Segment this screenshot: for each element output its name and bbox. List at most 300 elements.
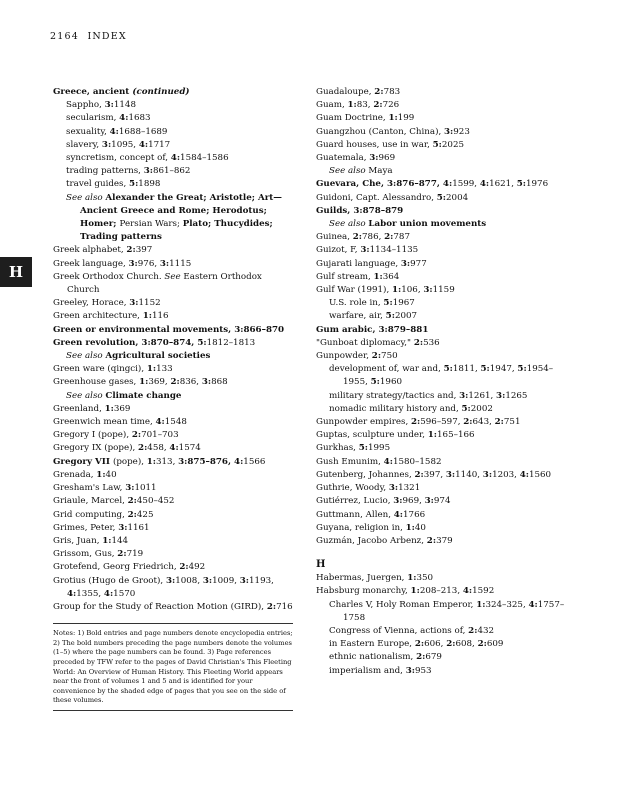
- entry-segment: nomadic military history and,: [329, 403, 462, 414]
- index-entry: [53, 192, 293, 245]
- index-entry: [53, 561, 293, 574]
- entry-segment: Gregory VII: [53, 456, 113, 467]
- entry-segment: Guthrie, Woody,: [316, 483, 389, 494]
- entry-segment: 1261,: [468, 390, 497, 401]
- index-entry: [316, 310, 571, 323]
- entry-segment: 1009,: [212, 575, 240, 586]
- page-header: [50, 31, 127, 42]
- entry-segment: Greece, ancient: [53, 87, 133, 97]
- entry-segment: 2:: [352, 232, 363, 243]
- entry-segment: 1688–1689: [118, 126, 168, 137]
- entry-segment: 1570: [113, 588, 136, 599]
- entry-segment: 3:: [101, 139, 112, 150]
- entry-segment: Grid computing,: [53, 509, 128, 520]
- entry-segment: 369: [113, 403, 131, 414]
- entry-segment: See also: [66, 390, 106, 401]
- entry-segment: Gris, Juan,: [53, 535, 103, 546]
- entry-segment: Guidoni, Capt. Alessandro,: [316, 192, 437, 203]
- entry-segment: 2:: [410, 417, 421, 428]
- entry-segment: Gulf stream,: [316, 271, 374, 282]
- index-entry: [53, 509, 293, 522]
- entry-segment: Guyana, religion in,: [316, 522, 406, 533]
- entry-segment: 1:: [388, 113, 398, 124]
- index-entry: [53, 456, 293, 469]
- entry-segment: 3:: [388, 483, 399, 494]
- entry-segment: Guttmann, Allen,: [316, 509, 394, 520]
- index-entry: [53, 337, 293, 350]
- index-entry: [53, 482, 293, 495]
- entry-segment: 2:: [384, 232, 394, 243]
- entry-segment: 4:: [155, 417, 165, 428]
- entry-segment: 1976: [526, 179, 549, 190]
- entry-segment: 106,: [401, 285, 424, 296]
- entry-segment: 3:: [393, 496, 403, 507]
- index-entry: [53, 139, 293, 152]
- entry-segment: slavery,: [66, 139, 102, 150]
- index-entry: [316, 599, 571, 625]
- entry-segment: Guatemala,: [316, 153, 370, 164]
- index-entry: [316, 126, 571, 139]
- entry-segment: 4:: [103, 588, 114, 599]
- entry-segment: 1:: [391, 285, 402, 296]
- index-entry: [53, 350, 293, 363]
- index-entry: [53, 324, 293, 337]
- entry-segment: 5:: [443, 364, 453, 375]
- entry-segment: 1321: [398, 483, 421, 494]
- entry-segment: 40: [105, 469, 117, 480]
- entry-segment: U.S. role in,: [329, 298, 384, 309]
- index-entry: [53, 99, 293, 112]
- entry-segment: 3:: [104, 100, 114, 111]
- entry-segment: Eastern Orthodox Church: [67, 271, 262, 296]
- entry-segment: 1203,: [492, 469, 520, 480]
- entry-segment: 165–166: [437, 430, 475, 441]
- index-entry: [316, 403, 571, 416]
- entry-segment: 4:: [169, 443, 179, 454]
- entry-segment: See: [164, 271, 184, 282]
- entry-segment: Guam,: [316, 100, 348, 111]
- entry-segment: Guard houses, use in war,: [316, 139, 433, 150]
- entry-segment: 2:: [468, 625, 478, 636]
- index-entry: [53, 152, 293, 165]
- entry-segment: 2004: [446, 192, 469, 203]
- entry-segment: 2:: [426, 535, 437, 546]
- index-entry: [316, 482, 571, 495]
- entry-segment: ethnic nationalism,: [329, 652, 417, 663]
- section-tab: [0, 257, 32, 287]
- entry-segment: 726: [382, 100, 400, 111]
- entry-segment: 1898: [138, 179, 161, 190]
- index-entry: [53, 126, 293, 139]
- entry-segment: Guizot, F,: [316, 245, 361, 256]
- entry-segment: 1717: [148, 139, 171, 150]
- index-entry: [53, 258, 293, 271]
- entry-segment: development of, war and,: [329, 364, 444, 375]
- entry-segment: 786,: [362, 232, 385, 243]
- index-entry: [316, 442, 571, 455]
- entry-segment: 144: [111, 535, 129, 546]
- entry-segment: 3:: [165, 575, 176, 586]
- entry-segment: 1:: [410, 586, 420, 597]
- entry-segment: 1115: [169, 258, 192, 269]
- entry-segment: 596–597,: [420, 417, 464, 428]
- entry-segment: Sappho,: [66, 100, 105, 111]
- entry-segment: 3:: [423, 285, 433, 296]
- entry-segment: Agricultural societies: [105, 351, 211, 362]
- entry-segment: 3:: [201, 377, 212, 388]
- entry-segment: 369,: [148, 377, 171, 388]
- entry-segment: Labor union movements: [368, 219, 487, 230]
- index-entry: [316, 337, 571, 350]
- entry-segment: Greenhouse gases,: [53, 377, 140, 388]
- entry-segment: warfare, air,: [329, 311, 386, 322]
- entry-segment: syncretism, concept of,: [66, 153, 171, 164]
- index-entry: [316, 297, 571, 310]
- entry-segment: 1355,: [76, 588, 104, 599]
- index-entry: [316, 456, 571, 469]
- entry-segment: 976,: [137, 258, 160, 269]
- entry-segment: Grimes, Peter,: [53, 522, 119, 533]
- entry-segment: Guptas, sculpture under,: [316, 430, 428, 441]
- entry-segment: Persian Wars;: [119, 219, 183, 230]
- entry-segment: 4:: [479, 179, 490, 190]
- entry-segment: 3:: [444, 126, 454, 137]
- entry-segment: 606,: [424, 639, 447, 650]
- entry-segment: 923: [453, 126, 470, 137]
- entry-segment: 5:: [436, 192, 447, 203]
- index-entry: [316, 665, 571, 678]
- entry-segment: 2:: [413, 337, 424, 348]
- notes-box: [53, 623, 293, 711]
- entry-segment: 2:: [126, 245, 136, 256]
- index-entry: [53, 416, 293, 429]
- index-entry: [316, 258, 571, 271]
- entry-segment: Plato; Thucydides; Trading patterns: [80, 219, 273, 243]
- entry-segment: secularism,: [66, 113, 120, 124]
- entry-segment: 1:: [476, 599, 486, 610]
- entry-segment: 1011: [134, 483, 157, 494]
- index-entry: [53, 495, 293, 508]
- entry-segment: 974: [433, 496, 451, 507]
- entry-segment: 1:: [104, 403, 114, 414]
- entry-segment: Charles V, Holy Roman Emperor,: [329, 599, 477, 610]
- entry-segment: 4:: [383, 456, 393, 467]
- index-entry: [316, 638, 571, 651]
- entry-segment: Greek Orthodox Church.: [53, 271, 165, 282]
- index-entry: [316, 152, 571, 165]
- entry-segment: 1:: [139, 377, 149, 388]
- index-entry: [316, 231, 571, 244]
- entry-segment: 3:: [424, 496, 434, 507]
- entry-segment: 2:: [170, 377, 180, 388]
- entry-segment: 2:: [266, 601, 277, 612]
- entry-segment: military strategy/tactics and,: [329, 390, 460, 401]
- entry-segment: 1265: [505, 390, 528, 401]
- index-entry: [53, 297, 293, 310]
- index-entry: [316, 651, 571, 664]
- entry-segment: 2:: [127, 496, 137, 507]
- entry-segment: 1599,: [452, 179, 480, 190]
- entry-segment: 397: [135, 245, 153, 256]
- right-entries: [316, 86, 571, 548]
- entry-segment: 608,: [455, 639, 478, 650]
- entry-segment: 751: [503, 417, 521, 428]
- entry-segment: Griaule, Marcel,: [53, 496, 128, 507]
- index-entry: [316, 192, 571, 205]
- entry-segment: Guam Doctrine,: [316, 113, 389, 124]
- entry-segment: 1580–1582: [392, 456, 442, 467]
- index-entry: [53, 535, 293, 548]
- entry-segment: 3:: [459, 390, 469, 401]
- entry-segment: 2:: [127, 509, 137, 520]
- entry-segment: 1:: [146, 364, 157, 375]
- entry-segment: 4:: [234, 456, 244, 467]
- section-heading: H: [316, 559, 326, 571]
- entry-segment: Grenada,: [53, 469, 97, 480]
- entry-segment: 5:: [517, 364, 527, 375]
- entry-segment: 5:: [385, 311, 395, 322]
- entry-segment: Guinea,: [316, 232, 353, 243]
- index-entry: [316, 585, 571, 598]
- entry-segment: 1621,: [489, 179, 517, 190]
- entry-segment: 750: [381, 351, 398, 362]
- entry-segment: 4:: [462, 586, 473, 597]
- entry-segment: 458,: [147, 443, 170, 454]
- entry-segment: Gresham's Law,: [53, 483, 126, 494]
- index-entry: [53, 112, 293, 125]
- index-entry: [53, 469, 293, 482]
- entry-segment: Green revolution, 3:870–874,: [53, 337, 198, 348]
- entry-segment: 83,: [356, 100, 374, 111]
- entry-segment: 1592: [472, 586, 495, 597]
- index-entry: [316, 178, 571, 191]
- entry-segment: Gutenberg, Johannes,: [316, 469, 415, 480]
- index-entry: [316, 495, 571, 508]
- entry-segment: 4:: [67, 588, 77, 599]
- index-entry: [316, 99, 571, 112]
- index-entry: [316, 509, 571, 522]
- index-entry: [316, 271, 571, 284]
- page-number: 2164: [50, 31, 79, 42]
- entry-segment: 313,: [156, 456, 179, 467]
- entry-segment: 1152: [138, 298, 161, 309]
- entry-segment: 1683: [128, 113, 151, 124]
- entry-segment: Group for the Study of Reaction Motion (GIRD),: [53, 601, 267, 612]
- left-entries: [53, 86, 293, 614]
- entry-segment: 701–703: [141, 430, 179, 441]
- entry-segment: 1:: [102, 535, 112, 546]
- entry-segment: 1947,: [489, 364, 518, 375]
- entry-segment: 1566: [243, 456, 266, 467]
- entry-segment: 1148: [113, 100, 136, 111]
- entry-segment: 609: [486, 639, 504, 650]
- index-entry: [316, 572, 571, 585]
- entry-segment: 450–452: [136, 496, 175, 507]
- entry-segment: 3:: [482, 469, 493, 480]
- notes-text: Notes: 1) Bold entries and page numbers denote encyclopedia entries; 2) The bold numbers preceding the page numbers denote the volumes (1–5) where the page numbers can be found. 3) Page references preceded by TFW refer to the pages of David Christian's This Fleeting World: An Overview of Human History. This Fleeting World appears near the front of volumes 1 and 5 and is identified for your convenience by the shaded edge of pages that you see on the side of these volumes.: [53, 629, 293, 705]
- index-entry: [316, 205, 571, 218]
- entry-segment: (pope),: [112, 456, 147, 467]
- entry-segment: Greek language,: [53, 258, 129, 269]
- entry-segment: 1:: [347, 100, 357, 111]
- entry-segment: 2:: [371, 351, 382, 362]
- index-entry: [316, 284, 571, 297]
- entry-segment: 783: [383, 87, 401, 97]
- entry-segment: 3:: [360, 245, 370, 256]
- entry-segment: 199: [397, 113, 415, 124]
- entry-segment: 1140,: [455, 469, 483, 480]
- entry-segment: 5:: [480, 364, 490, 375]
- entry-segment: 5:: [370, 377, 380, 388]
- entry-segment: sexuality,: [66, 126, 110, 137]
- right-column: [316, 86, 571, 678]
- entry-segment: 953: [414, 665, 432, 676]
- entry-segment: 2:: [374, 87, 384, 97]
- entry-segment: Gregory I (pope),: [53, 430, 132, 441]
- entry-segment: See also: [66, 351, 106, 362]
- entry-segment: 3:: [118, 522, 128, 533]
- entry-segment: 536: [423, 337, 440, 348]
- entry-segment: 2:: [477, 639, 487, 650]
- entry-segment: 977: [410, 258, 427, 269]
- entry-segment: 1967: [392, 298, 415, 309]
- entry-segment: 2:: [414, 469, 424, 480]
- entry-segment: (continued): [132, 87, 190, 97]
- entry-segment: 1574: [178, 443, 201, 454]
- index-entry: [316, 350, 571, 363]
- entry-segment: 1584–1586: [180, 153, 229, 164]
- entry-segment: 4:: [393, 509, 404, 520]
- entry-segment: See also: [329, 219, 369, 230]
- entry-segment: Gutiérrez, Lucio,: [316, 496, 394, 507]
- entry-segment: See also: [329, 166, 369, 177]
- entry-segment: Green ware (qingci),: [53, 364, 147, 375]
- entry-segment: 1766: [403, 509, 426, 520]
- entry-segment: travel guides,: [66, 179, 130, 190]
- index-entry: [53, 86, 293, 99]
- entry-segment: 679: [425, 652, 442, 663]
- entry-segment: 4:: [138, 139, 149, 150]
- entry-segment: 5:: [516, 179, 526, 190]
- entry-segment: Greenland,: [53, 403, 105, 414]
- entry-segment: 1811,: [452, 364, 481, 375]
- entry-segment: 868: [211, 377, 228, 388]
- index-entry: [316, 522, 571, 535]
- entry-segment: 2:: [373, 100, 383, 111]
- index-entry: [53, 178, 293, 191]
- entry-segment: 3:875–876,: [178, 456, 235, 467]
- entry-segment: Maya: [368, 166, 393, 177]
- index-entry: [316, 390, 571, 403]
- entry-segment: Guilds, 3:878–879: [316, 205, 404, 216]
- entry-segment: 2:: [416, 652, 426, 663]
- entry-segment: Congress of Vienna, actions of,: [329, 625, 469, 636]
- entry-segment: 1095,: [111, 139, 139, 150]
- entry-segment: Gum arabic, 3:879–881: [316, 324, 429, 335]
- entry-segment: 2:: [131, 430, 142, 441]
- index-entry: [316, 244, 571, 257]
- index-entry: [316, 139, 571, 152]
- entry-segment: 3:: [143, 166, 153, 177]
- entry-segment: 969: [378, 153, 396, 164]
- entry-segment: 3:: [125, 483, 135, 494]
- entry-segment: 787: [393, 232, 410, 243]
- entry-segment: 719: [126, 549, 144, 560]
- entry-segment: 1548: [164, 417, 187, 428]
- entry-segment: 716: [276, 601, 293, 612]
- entry-segment: 208–213,: [419, 586, 463, 597]
- entry-segment: 1193,: [249, 575, 274, 586]
- entry-segment: Habsburg monarchy,: [316, 586, 411, 597]
- entry-segment: 1:: [142, 311, 152, 322]
- index-entry: [53, 403, 293, 416]
- entry-segment: Gurkhas,: [316, 443, 359, 454]
- entry-segment: 3:: [239, 575, 250, 586]
- entry-segment: 2:: [446, 639, 456, 650]
- entry-segment: 3:: [400, 258, 411, 269]
- entry-segment: 2025: [441, 139, 464, 150]
- entry-segment: Gujarati language,: [316, 258, 401, 269]
- entry-segment: 1161: [127, 522, 150, 533]
- entry-segment: 4:: [109, 126, 119, 137]
- index-entry: [53, 165, 293, 178]
- entry-segment: 2:: [138, 443, 148, 454]
- entry-segment: Grotefend, Georg Friedrich,: [53, 562, 180, 573]
- index-entry: [53, 390, 293, 403]
- entry-segment: 364: [382, 271, 400, 282]
- index-entry: [316, 324, 571, 337]
- entry-segment: 1995: [367, 443, 391, 454]
- entry-segment: 5:: [461, 403, 471, 414]
- entry-segment: 1812–1813: [206, 337, 256, 348]
- entry-segment: 1757–1758: [343, 599, 565, 623]
- entry-segment: 324–325,: [485, 599, 529, 610]
- entry-segment: 4:: [119, 113, 129, 124]
- entry-segment: "Gunboat diplomacy,": [316, 337, 414, 348]
- entry-segment: Greek alphabet,: [53, 245, 127, 256]
- entry-segment: 1960: [379, 377, 403, 388]
- index-entry: [53, 244, 293, 257]
- entry-segment: Greenwich mean time,: [53, 417, 156, 428]
- entry-segment: 1159: [432, 285, 455, 296]
- entry-segment: Guadaloupe,: [316, 87, 375, 97]
- entry-segment: 1:: [405, 522, 415, 533]
- index-entry: [316, 535, 571, 548]
- entry-segment: 1:: [146, 456, 156, 467]
- entry-segment: 4:: [170, 153, 181, 164]
- entry-segment: 5:: [129, 179, 139, 190]
- index-entry: [53, 310, 293, 323]
- entry-segment: 643,: [472, 417, 495, 428]
- index-entry: [316, 416, 571, 429]
- entry-segment: 425: [136, 509, 154, 520]
- index-entry: [316, 86, 571, 99]
- index-entry: [53, 363, 293, 376]
- left-column: [53, 86, 293, 711]
- index-entry: [316, 112, 571, 125]
- entry-segment: 397,: [423, 469, 446, 480]
- entry-segment: 836,: [179, 377, 202, 388]
- entry-segment: 492: [188, 562, 206, 573]
- entry-segment: Alexander the Great; Aristotle; Art—Ancient Greece and Rome; Herodotus; Homer;: [80, 192, 282, 230]
- entry-segment: 1134–1135: [369, 245, 419, 256]
- index-entry: [316, 363, 571, 389]
- index-entry: [316, 469, 571, 482]
- index-entry: [53, 601, 293, 614]
- entry-segment: 2:: [179, 562, 189, 573]
- right2-entries: [316, 572, 571, 678]
- entry-segment: 116: [151, 311, 169, 322]
